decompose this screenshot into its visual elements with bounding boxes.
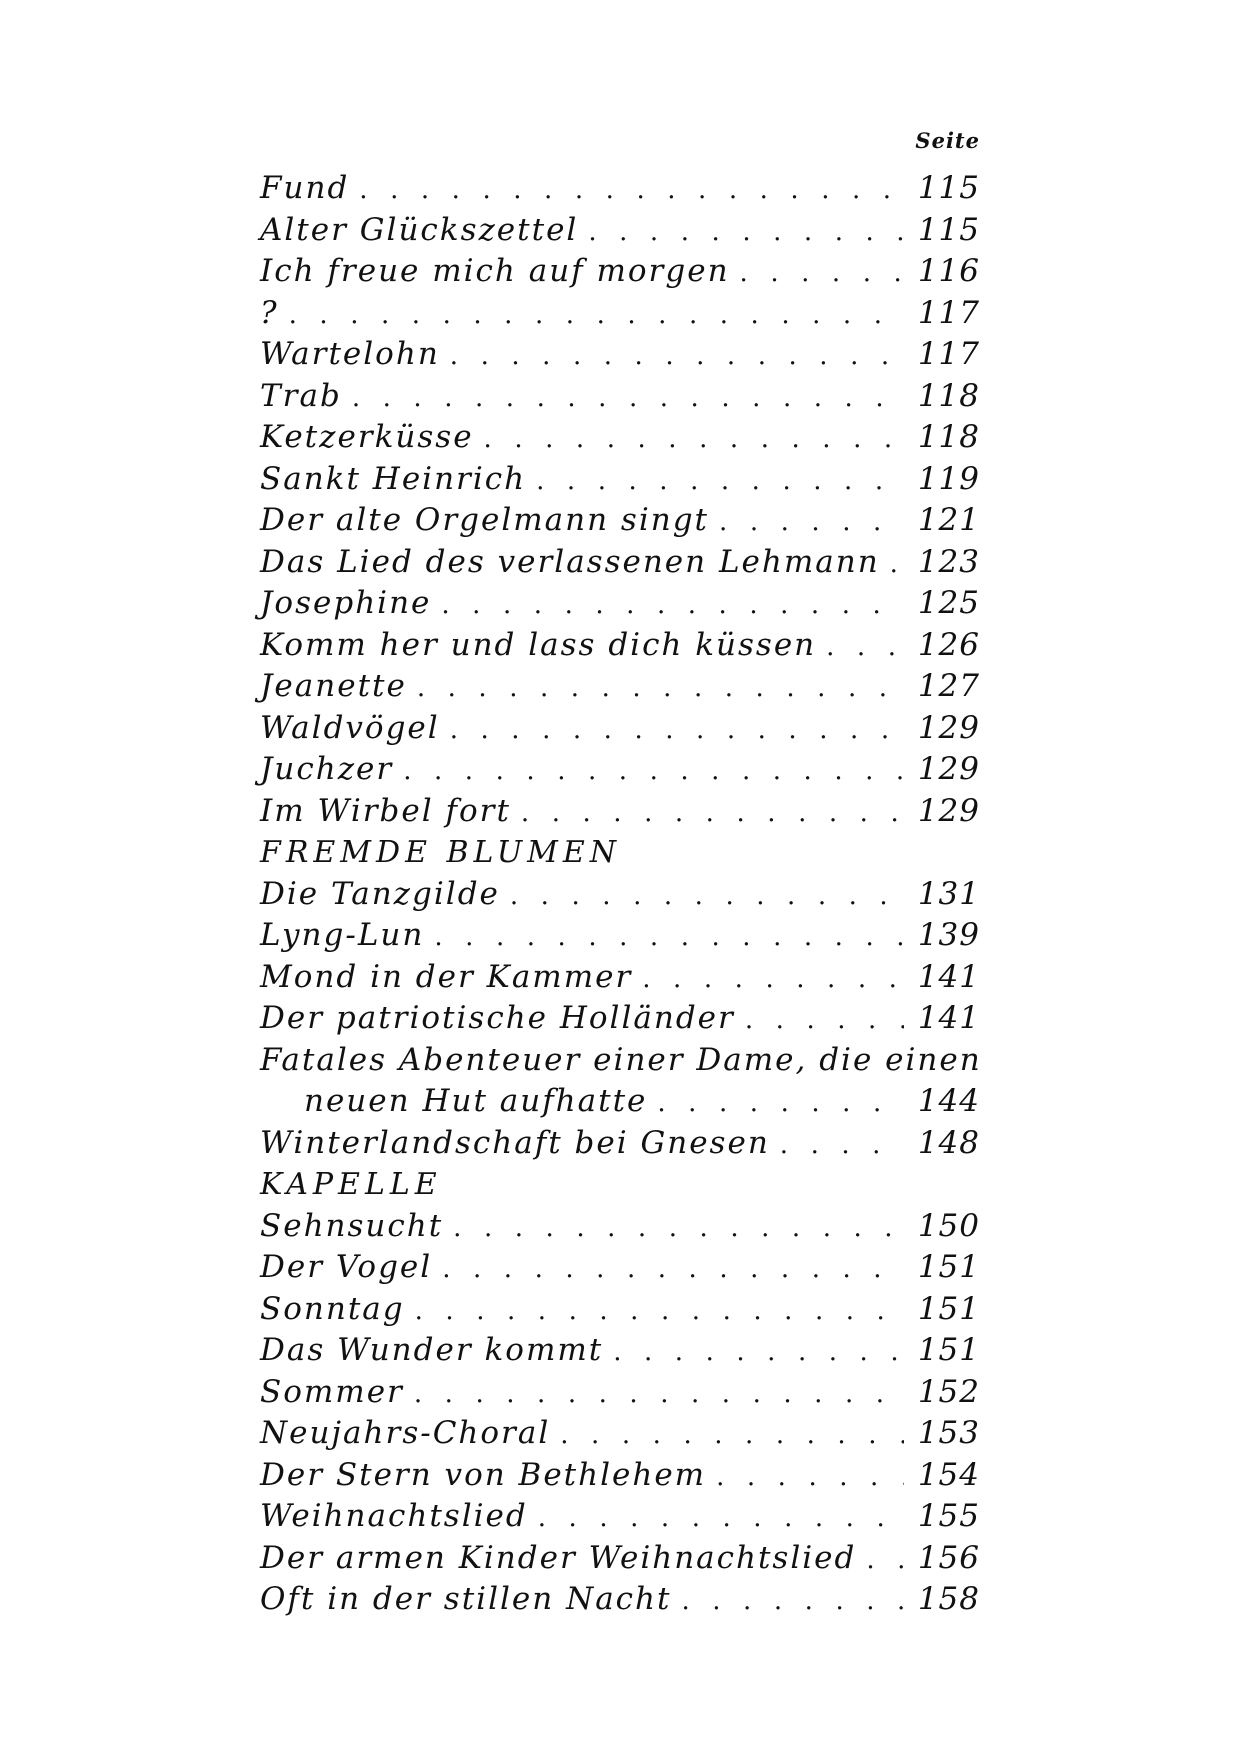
dot-leader: [681, 1581, 904, 1623]
toc-entry: [260, 334, 980, 376]
toc-entry: [260, 666, 980, 708]
dot-leader: [560, 1415, 904, 1457]
toc-entry-page: 144: [917, 1083, 980, 1119]
toc-entry-title: Der patriotische Holländer: [260, 1000, 735, 1036]
dot-leader: [414, 1374, 904, 1416]
toc-entry-page: 153: [917, 1415, 980, 1451]
dot-leader: [403, 751, 904, 793]
toc-entry: [260, 1081, 980, 1123]
toc-entry-page: 148: [917, 1124, 980, 1161]
toc-entry: [260, 1455, 980, 1497]
dot-leader: [453, 1208, 904, 1250]
dot-leader: [890, 544, 904, 586]
toc-entry: [260, 708, 980, 750]
toc-entry-title: Komm her und lass dich küssen: [260, 626, 817, 663]
dot-leader: [745, 1000, 904, 1042]
toc-entry-title: Der alte Orgelmann singt: [260, 502, 710, 538]
toc-entry-title: Lyng-Lun: [260, 917, 425, 953]
toc-entry: [260, 1496, 980, 1538]
dot-leader: [484, 419, 904, 461]
toc-entry-title: Der Vogel: [260, 1249, 433, 1285]
toc-entry: [260, 1206, 980, 1248]
toc-entry: [260, 1123, 980, 1165]
toc-entry: [260, 1372, 980, 1414]
toc-entry: [260, 1579, 980, 1621]
toc-entry: [260, 874, 980, 916]
dot-leader: [826, 627, 904, 669]
dot-leader: [415, 1291, 904, 1333]
dot-leader: [450, 336, 904, 378]
toc-entry: [260, 791, 980, 833]
toc-entry: [260, 1289, 980, 1331]
toc-entry-title: Das Lied des verlassenen Lehmann: [260, 543, 880, 580]
toc-entry: [260, 1247, 980, 1289]
toc-entry-page: 129: [917, 709, 980, 746]
dot-leader: [642, 959, 904, 1001]
toc-entry-title: Weihnachtslied: [260, 1498, 528, 1534]
toc-entry: [260, 417, 980, 459]
toc-entry-title: Wartelohn: [260, 336, 440, 372]
dot-leader: [588, 212, 904, 254]
toc-entry-title: Die Tanzgilde: [260, 875, 500, 912]
toc-entry-page: 117: [917, 294, 980, 331]
toc-entry-title: Sommer: [260, 1373, 404, 1410]
toc-entry-title: Ketzerküsse: [260, 419, 474, 455]
dot-leader: [613, 1332, 904, 1374]
dot-leader: [866, 1540, 904, 1582]
toc-entry: [260, 251, 980, 293]
toc-entry-page: 129: [917, 751, 980, 787]
toc-section-heading: [260, 832, 980, 874]
toc-entry-page: 151: [917, 1249, 980, 1285]
toc-entry: [260, 459, 980, 501]
toc-entry-page: 123: [917, 543, 980, 580]
toc-entry: [260, 583, 980, 625]
dot-leader: [780, 1125, 904, 1167]
toc-entry-title: Sonntag: [260, 1290, 405, 1327]
dot-leader: [434, 917, 904, 959]
toc-entry-title: Trab: [260, 377, 342, 414]
toc-entry-page: 141: [917, 1000, 980, 1036]
toc-entry-title: Sehnsucht: [260, 1207, 444, 1244]
toc-entry-title: neuen Hut aufhatte: [304, 1083, 648, 1119]
toc-entry-page: 125: [917, 585, 980, 621]
toc-entry: [260, 542, 980, 584]
dot-leader: [352, 378, 904, 420]
dot-leader: [538, 1498, 904, 1540]
section-title: FREMDE BLUMEN: [260, 835, 621, 870]
toc-entry-page: 121: [917, 502, 980, 538]
toc-entry: [260, 210, 980, 252]
dot-leader: [441, 585, 904, 627]
toc-entry-title: Winterlandschaft bei Gnesen: [260, 1124, 770, 1161]
toc-entry-title: Alter Glückszettel: [260, 211, 579, 248]
toc-entry-title: Das Wunder kommt: [260, 1332, 604, 1368]
toc-entry-title: Juchzer: [260, 751, 394, 787]
toc-entry-page: 151: [917, 1332, 980, 1368]
toc-entry: [260, 293, 980, 335]
toc-entry: [260, 1330, 980, 1372]
toc-entry-page: 155: [917, 1498, 980, 1534]
page-column-label: Seite: [915, 128, 980, 153]
toc-entry-page: 115: [917, 170, 980, 206]
toc-entry: [260, 915, 980, 957]
dot-leader: [359, 170, 904, 212]
toc-entry-title: Mond in der Kammer: [260, 958, 633, 995]
toc-entry-page: 129: [917, 792, 980, 829]
toc-entry: [260, 998, 980, 1040]
table-of-contents: [260, 168, 980, 1621]
dot-leader: [510, 876, 904, 918]
section-title: KAPELLE: [260, 1167, 442, 1202]
toc-entry-page: 118: [917, 377, 980, 414]
toc-entry: [260, 168, 980, 210]
toc-entry: [260, 749, 980, 791]
dot-leader: [442, 1249, 904, 1291]
toc-entry-page: 118: [917, 419, 980, 455]
dot-leader: [657, 1083, 904, 1125]
toc-entry-title: ?: [260, 294, 279, 331]
toc-entry: [260, 376, 980, 418]
toc-entry-page: 156: [917, 1539, 980, 1576]
toc-entry-title: Sankt Heinrich: [260, 460, 527, 497]
toc-entry-page: 119: [917, 460, 980, 497]
toc-entry-page: 131: [917, 875, 980, 912]
toc-entry-page: 127: [917, 668, 980, 704]
toc-entry-page: 116: [917, 253, 980, 289]
toc-entry-page: 152: [917, 1373, 980, 1410]
dot-leader: [450, 710, 904, 752]
dot-leader: [536, 461, 904, 503]
toc-entry-title: Fatales Abenteuer einer Dame, die einen: [260, 1041, 982, 1078]
dot-leader: [521, 793, 904, 835]
toc-entry-page: 139: [917, 917, 980, 953]
toc-entry: [260, 500, 980, 542]
toc-entry-title: Ich freue mich auf morgen: [260, 253, 730, 289]
dot-leader: [719, 502, 904, 544]
toc-entry: [260, 1413, 980, 1455]
toc-entry-continued: [260, 1040, 980, 1082]
toc-entry-page: 141: [917, 958, 980, 995]
toc-entry-page: 126: [917, 626, 980, 663]
toc-entry: [260, 957, 980, 999]
toc-entry-title: Im Wirbel fort: [260, 792, 511, 829]
toc-entry-title: Waldvögel: [260, 709, 440, 746]
toc-entry-page: 115: [917, 211, 980, 248]
toc-entry-page: 151: [917, 1290, 980, 1327]
toc-entry-title: Jeanette: [260, 668, 407, 704]
toc-entry-title: Josephine: [260, 585, 432, 621]
toc-entry-title: Der Stern von Bethlehem: [260, 1456, 707, 1493]
toc-entry-title: Oft in der stillen Nacht: [260, 1581, 672, 1617]
dot-leader: [289, 295, 904, 337]
toc-entry: [260, 625, 980, 667]
toc-entry-page: 150: [917, 1207, 980, 1244]
toc-entry: [260, 1538, 980, 1580]
toc-entry-title: Fund: [260, 170, 350, 206]
dot-leader: [740, 253, 904, 295]
toc-entry-title: Neujahrs-Choral: [260, 1415, 551, 1451]
dot-leader: [417, 668, 904, 710]
toc-section-heading: [260, 1164, 980, 1206]
toc-entry-page: 117: [917, 336, 980, 372]
toc-entry-page: 154: [917, 1456, 980, 1493]
dot-leader: [716, 1457, 904, 1499]
toc-entry-title: Der armen Kinder Weihnachtslied: [260, 1539, 857, 1576]
toc-entry-page: 158: [917, 1581, 980, 1617]
